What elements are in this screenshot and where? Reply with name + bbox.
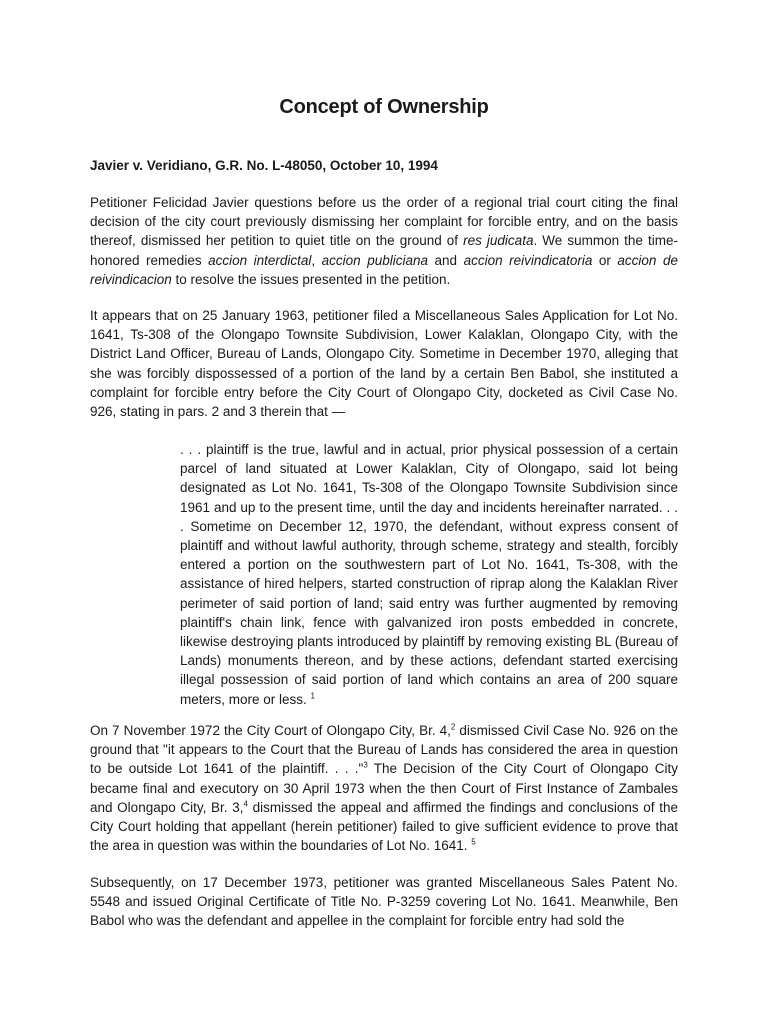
text-span: Petitioner Felicidad Javier questions before us the order of a regional trial court citing the final decision of the city court previously dismissing her complaint for forcible entry, and on the basis thereof, dismissed her petition to quiet title on the ground of (90, 195, 678, 249)
text-span: dismissed the appeal and affirmed the findings and conclusions of the City Court holding that appellant (herein petitioner) failed to give sufficient evidence to prove that the area in question was within the boundaries of Lot No. 1641. (90, 799, 678, 854)
italic-term: accion publiciana (321, 252, 429, 268)
footnote-ref: 1 (310, 691, 315, 701)
italic-term: accion reivindicatoria (463, 252, 593, 268)
text-span: The Decision of the City Court of Olongapo City became final and executory on 30 April 1973 when the then Court of First Instance of Zambales and Olongapo City, Br. 3, (90, 761, 679, 815)
text-span: and (428, 252, 464, 268)
text-span: or (592, 252, 618, 268)
block-quote (180, 440, 678, 709)
quote-text: . . . plaintiff is the true, lawful and in actual, prior physical possession of a certain parcel of land situated at Lower Kalaklan, City of Olongapo, said lot being designated as Lot No. 1641, Ts-308 of the Olongapo Townsite Subdivision since 1961 and up to the present time, until the day and incidents hereinafter narrated. . . . Sometime on December 12, 1970, the defendant, without express consent of plaintiff and without lawful authority, through scheme, strategy and stealth, forcibly entered a portion on the southwestern part of Lot No. 1641, Ts-308, with the assistance of hired helpers, started construction of riprap along the Kalaklan River perimeter of said portion of land; said entry was further augmented by removing plaintiff's chain link, fence with galvanized iron posts embedded in concrete, likewise destroying plants introduced by plaintiff by removing existing BL (Bureau of Lands) monuments thereon, and by these actions, defendant started exercising illegal possession of said portion of land which contains an area of 200 square meters, more or less. (180, 442, 678, 707)
text-span: . We summon the time-honored remedies (90, 233, 678, 268)
text-span: On 7 November 1972 the City Court of Olongapo City, Br. 4, (90, 723, 451, 738)
italic-term: accion interdictal (208, 252, 312, 268)
paragraph-4: Subsequently, on 17 December 1973, petitioner was granted Miscellaneous Sales Patent No. 5548 and issued Original Certificate of Title No. P-3259 covering Lot No. 1641. Meanwhile, Ben Babol who was the defendant and appellee in the complaint for forcible entry had sold the (90, 875, 678, 929)
italic-term: res judicata (463, 233, 534, 249)
footnote-ref: 2 (450, 722, 456, 732)
paragraph-3 (90, 721, 678, 855)
case-heading: Javier v. Veridiano, G.R. No. L-48050, October 10, 1994 (90, 158, 438, 173)
page-title: Concept of Ownership (279, 96, 489, 118)
italic-term: accion de reivindicacion (90, 252, 678, 287)
footnote-ref: 4 (243, 799, 248, 809)
text-span: , (311, 252, 322, 268)
footnote-ref: 5 (471, 837, 476, 847)
text-span: to resolve the issues presented in the petition. (171, 271, 451, 287)
paragraph-1 (90, 193, 678, 289)
footnote-ref: 3 (363, 760, 368, 770)
text-span: dismissed Civil Case No. 926 on the ground that "it appears to the Court that the Bureau of Lands has considered the area in question to be outside Lot 1641 of the plaintiff. . . ." (90, 723, 678, 777)
paragraph-2: It appears that on 25 January 1963, petitioner filed a Miscellaneous Sales Application for Lot No. 1641, Ts-308 of the Olongapo Townsite Subdivision, Lower Kalaklan, Olongapo City, with the District Land Officer, Bureau of Lands, Olongapo City. Sometime in December 1970, alleging that she was forcibly dispossessed of a portion of the land by a certain Ben Babol, she instituted a complaint for forcible entry before the City Court of Olongapo City, docketed as Civil Case No. 926, stating in pars. 2 and 3 therein that — (90, 308, 678, 420)
